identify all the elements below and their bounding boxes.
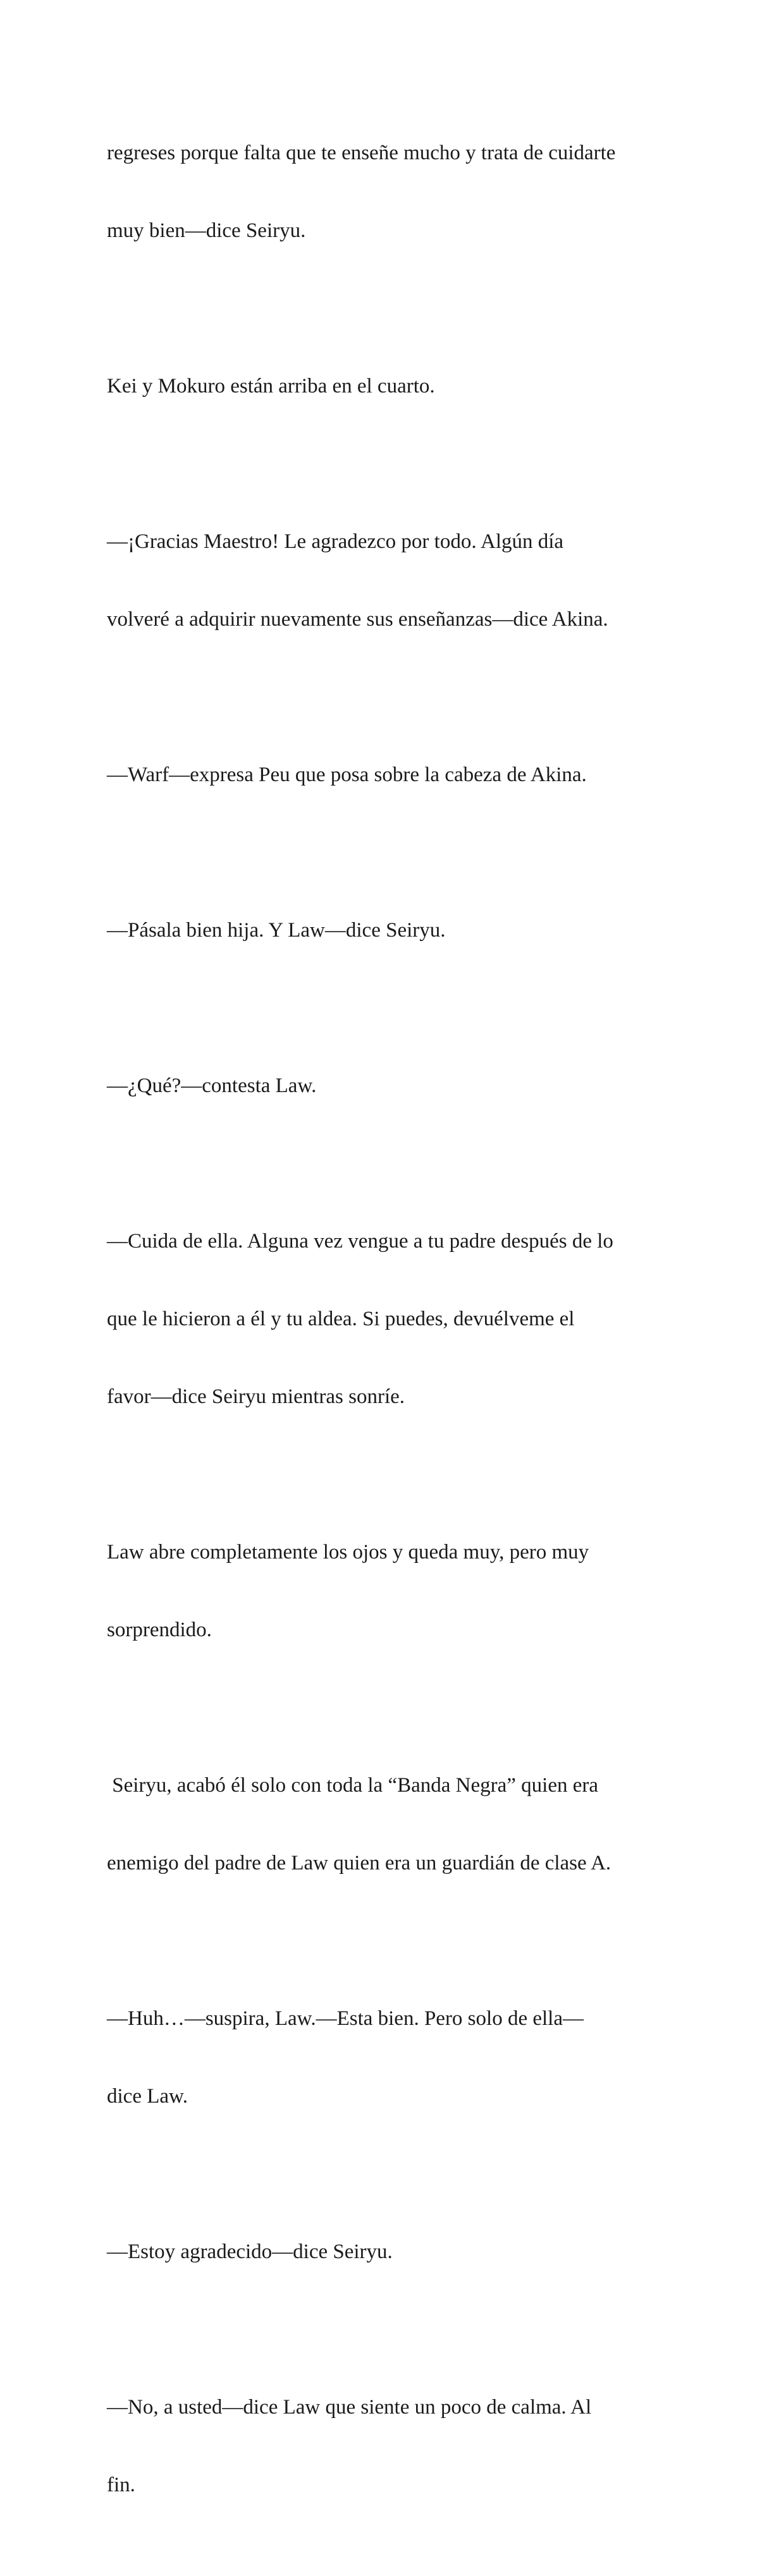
paragraph [107,477,676,684]
text-line: volveré a adquirir nuevamente sus enseñanzas—dice Akina. [107,608,608,631]
text-line: regreses porque falta que te enseñe mucho y trata de cuidarte [107,142,616,164]
text-line: dice Law. [107,2085,188,2108]
paragraph [107,88,676,296]
text-line: Seiryu, acabó él solo con toda la “Banda Negra” quien era [107,1774,599,1797]
text-line: Law abre completamente los ojos y queda muy, pero muy [107,1541,589,1564]
paragraph [107,866,676,995]
text-line: sorprendido. [107,1619,212,1641]
paragraph [107,2343,676,2550]
text-line: —Warf—expresa Peu que posa sobre la cabeza de Akina. [107,763,587,786]
text-line: enemigo del padre de Law quien era un guardián de clase A. [107,1852,611,1874]
paragraph [107,1954,676,2161]
paragraph [107,1488,676,1695]
text-line: —Huh…—suspira, Law.—Esta bien. Pero solo de ella— [107,2007,584,2030]
text-line: —No, a usted—dice Law que siente un poco de calma. Al [107,2396,592,2419]
paragraph [107,322,676,451]
text-line: —¿Qué?—contesta Law. [107,1074,317,1097]
paragraph [107,1721,676,1928]
paragraph [107,1177,676,1462]
text-line: fin. [107,2474,135,2496]
text-line: Kei y Mokuro están arriba en el cuarto. [107,375,435,398]
text-line: muy bien—dice Seiryu. [107,219,306,242]
text-line: —Pásala bien hija. Y Law—dice Seiryu. [107,919,446,942]
text-line: —Cuida de ella. Alguna vez vengue a tu padre después de lo [107,1230,613,1253]
text-line: que le hicieron a él y tu aldea. Si puedes, devuélveme el [107,1308,575,1330]
text-line: —¡Gracias Maestro! Le agradezco por todo. Algún día [107,530,564,553]
paragraph [107,710,676,840]
text-line: favor—dice Seiryu mientras sonríe. [107,1385,405,1408]
text-line: —Estoy agradecido—dice Seiryu. [107,2240,393,2263]
body-text [107,88,676,2576]
paragraph [107,1021,676,1151]
paragraph [107,2187,676,2317]
